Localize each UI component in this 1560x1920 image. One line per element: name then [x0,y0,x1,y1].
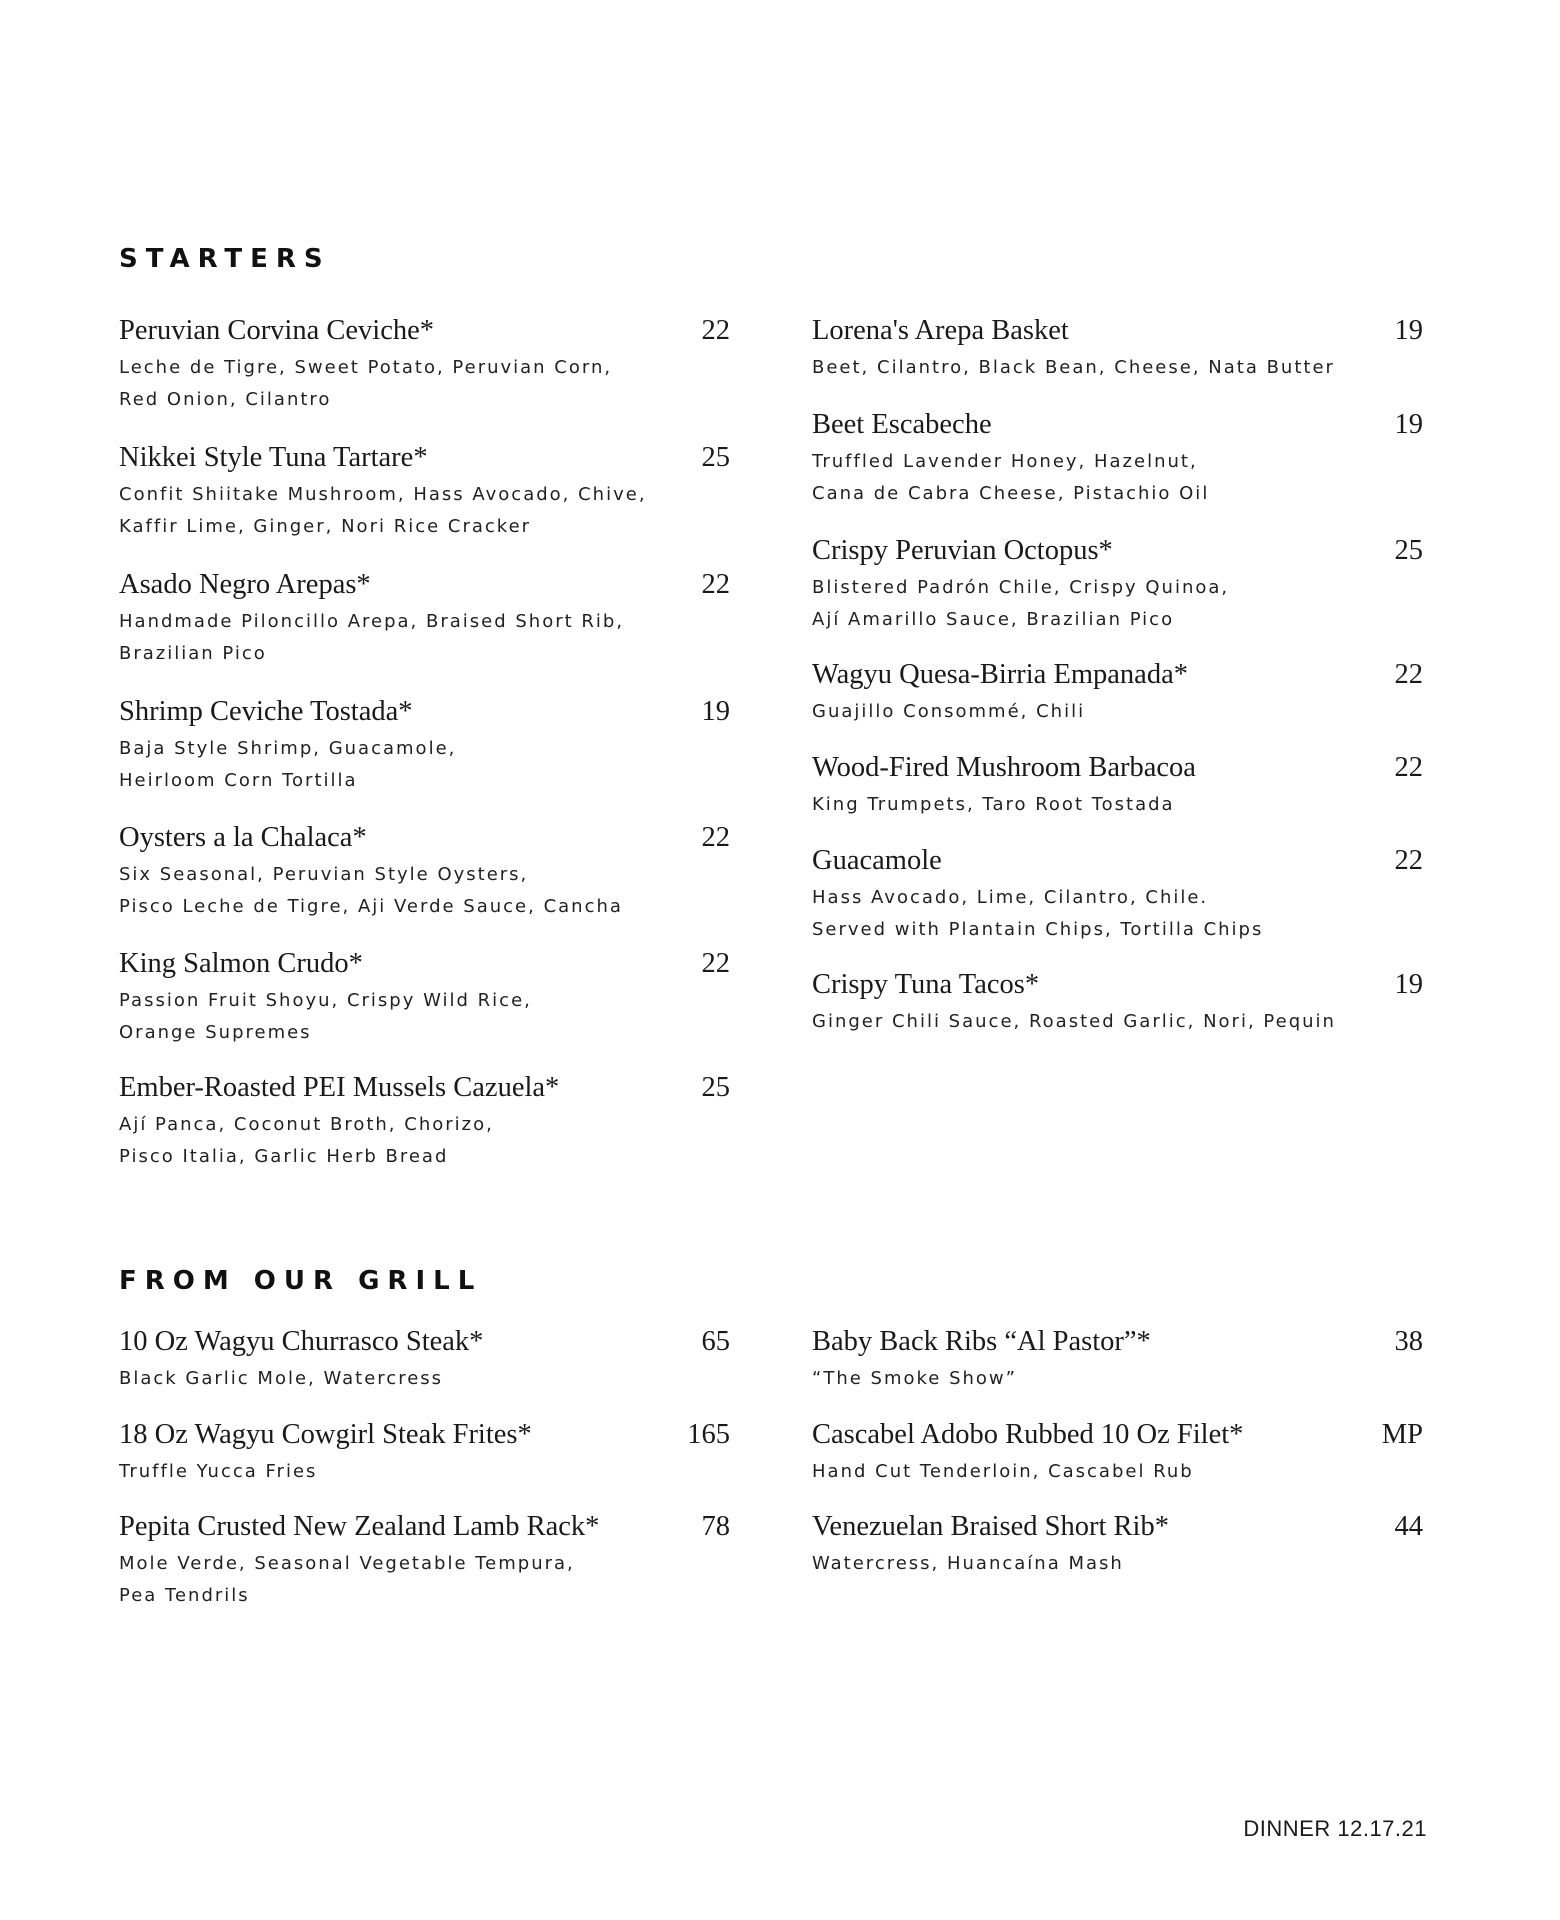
item-description: Blistered Padrón Chile, Crispy Quinoa, Ají Amarillo Sauce, Brazilian Pico [812,577,1230,630]
item-price: 22 [1394,752,1423,783]
item-name: Baby Back Ribs “Al Pastor”* [812,1326,1151,1357]
item-price: 22 [701,569,730,600]
item-description: Truffle Yucca Fries [119,1461,318,1482]
item-price: 25 [701,1072,730,1103]
item-name: Wagyu Quesa-Birria Empanada* [812,659,1188,690]
item-name: Crispy Peruvian Octopus* [812,535,1113,566]
item-name: Guacamole [812,845,942,876]
item-name: Lorena's Arepa Basket [812,315,1069,346]
item-name: Wood-Fired Mushroom Barbacoa [812,752,1196,783]
item-price: 19 [1394,969,1423,1000]
item-description: Leche de Tigre, Sweet Potato, Peruvian Corn, Red Onion, Cilantro [119,357,613,410]
section-title-starters: STARTERS [119,244,331,274]
item-price: 78 [701,1511,730,1542]
item-price: MP [1381,1419,1423,1450]
item-description: Hand Cut Tenderloin, Cascabel Rub [812,1461,1194,1482]
item-name: Shrimp Ceviche Tostada* [119,696,413,727]
item-name: 10 Oz Wagyu Churrasco Steak* [119,1326,484,1357]
section-title-grill: FROM OUR GRILL [119,1266,483,1296]
item-description: Watercress, Huancaína Mash [812,1553,1124,1574]
item-price: 22 [701,822,730,853]
item-name: 18 Oz Wagyu Cowgirl Steak Frites* [119,1419,532,1450]
item-name: Ember-Roasted PEI Mussels Cazuela* [119,1072,560,1103]
item-price: 44 [1394,1511,1423,1542]
item-price: 22 [1394,845,1423,876]
menu-date-footer: DINNER 12.17.21 [1243,1816,1427,1841]
item-price: 165 [687,1419,730,1450]
item-name: Nikkei Style Tuna Tartare* [119,442,428,473]
item-name: Peruvian Corvina Ceviche* [119,315,435,346]
item-description: Baja Style Shrimp, Guacamole, Heirloom Corn Tortilla [119,738,457,791]
item-name: Oysters a la Chalaca* [119,822,367,853]
item-description: Guajillo Consommé, Chili [812,701,1086,722]
item-price: 19 [1394,315,1423,346]
item-description: Beet, Cilantro, Black Bean, Cheese, Nata Butter [812,357,1335,378]
item-description: King Trumpets, Taro Root Tostada [812,794,1175,815]
item-price: 25 [701,442,730,473]
item-name: Beet Escabeche [812,409,992,440]
item-price: 19 [1394,409,1423,440]
item-description: Hass Avocado, Lime, Cilantro, Chile. Served with Plantain Chips, Tortilla Chips [812,887,1264,940]
item-price: 38 [1394,1326,1423,1357]
item-description: Mole Verde, Seasonal Vegetable Tempura, Pea Tendrils [119,1553,575,1606]
item-price: 25 [1394,535,1423,566]
item-description: Confit Shiitake Mushroom, Hass Avocado, Chive, Kaffir Lime, Ginger, Nori Rice Cracker [119,484,647,537]
item-name: Crispy Tuna Tacos* [812,969,1040,1000]
item-price: 19 [701,696,730,727]
item-description: Handmade Piloncillo Arepa, Braised Short Rib, Brazilian Pico [119,611,625,664]
item-description: Six Seasonal, Peruvian Style Oysters, Pisco Leche de Tigre, Aji Verde Sauce, Cancha [119,864,623,917]
item-name: Pepita Crusted New Zealand Lamb Rack* [119,1511,600,1542]
item-description: “The Smoke Show” [812,1368,1017,1389]
item-description: Passion Fruit Shoyu, Crispy Wild Rice, Orange Supremes [119,990,532,1043]
item-name: Venezuelan Braised Short Rib* [812,1511,1169,1542]
item-description: Truffled Lavender Honey, Hazelnut, Cana de Cabra Cheese, Pistachio Oil [812,451,1210,504]
item-price: 22 [701,315,730,346]
item-description: Ají Panca, Coconut Broth, Chorizo, Pisco Italia, Garlic Herb Bread [119,1114,494,1167]
item-description: Black Garlic Mole, Watercress [119,1368,444,1389]
item-name: Cascabel Adobo Rubbed 10 Oz Filet* [812,1419,1244,1450]
item-description: Ginger Chili Sauce, Roasted Garlic, Nori, Pequin [812,1011,1336,1032]
item-price: 65 [701,1326,730,1357]
item-name: King Salmon Crudo* [119,948,363,979]
item-price: 22 [1394,659,1423,690]
item-name: Asado Negro Arepas* [119,569,371,600]
item-price: 22 [701,948,730,979]
